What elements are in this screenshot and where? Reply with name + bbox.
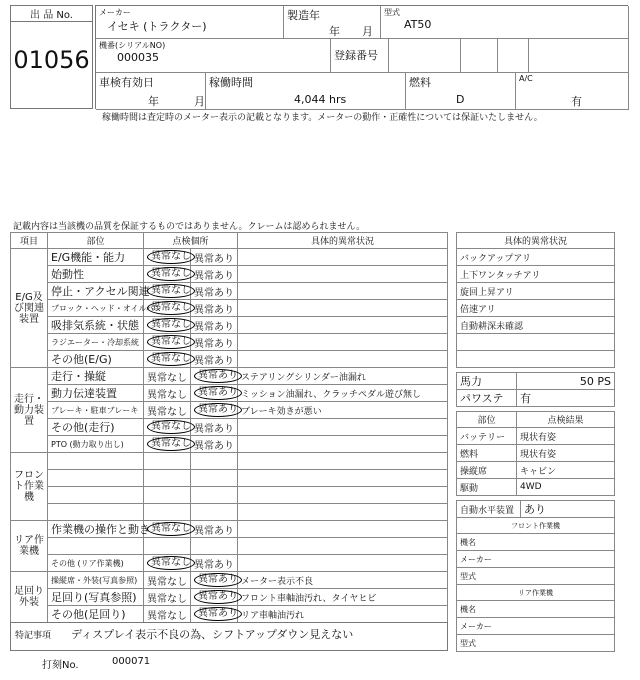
side-detail-row xyxy=(457,266,615,283)
table-row xyxy=(11,436,448,453)
detail-text: フロント車軸油汚れ、タイヤヒビ xyxy=(238,589,448,606)
table-row xyxy=(11,351,448,368)
inspection-cell xyxy=(96,73,206,110)
option-label: 異常なし xyxy=(147,301,195,315)
option-label: 異常なし xyxy=(147,576,187,588)
option-ng[interactable] xyxy=(191,351,238,368)
option-label: 異常なし xyxy=(147,318,195,332)
fuel-label: 燃料 xyxy=(409,76,431,89)
hours-note: 稼働時間は査定時のメーター表示の記載となります。メーターの動作・正確性については保証いたしません。 xyxy=(102,113,543,123)
side-detail-row xyxy=(457,317,615,334)
rear-implement-title-row xyxy=(457,585,615,601)
detail-text xyxy=(238,283,448,300)
option-ng[interactable] xyxy=(191,453,238,470)
option-ok[interactable] xyxy=(144,555,191,572)
group-label: E/G及び関連装置 xyxy=(11,249,48,368)
option-ng[interactable] xyxy=(191,487,238,504)
inspection-month: 月 xyxy=(194,95,205,108)
part-name: E/G機能・能力 xyxy=(48,249,144,266)
option-ok[interactable] xyxy=(144,419,191,436)
option-label: 異常なし xyxy=(147,250,195,264)
front-implement-title: フロント作業機 xyxy=(457,518,615,534)
option-ng[interactable] xyxy=(191,504,238,521)
year-unit: 年 xyxy=(329,25,340,38)
front-implement-field xyxy=(457,568,615,585)
option-ok[interactable] xyxy=(144,538,191,555)
option-ok[interactable] xyxy=(144,504,191,521)
option-ng[interactable] xyxy=(191,385,238,402)
table-row xyxy=(11,266,448,283)
option-ok[interactable] xyxy=(144,521,191,538)
spec-value: 50 PS xyxy=(517,373,615,390)
option-ng[interactable] xyxy=(191,249,238,266)
maker-cell xyxy=(96,6,284,39)
table-row xyxy=(11,555,448,572)
detail-text: ステアリングシリンダー油漏れ xyxy=(238,368,448,385)
option-ok[interactable] xyxy=(144,351,191,368)
vehicle-info xyxy=(95,5,628,109)
model-value: AT50 xyxy=(404,18,432,31)
hours-label: 稼働時間 xyxy=(209,76,253,89)
option-label: 異常なし xyxy=(147,406,187,418)
detail-text xyxy=(238,521,448,538)
front-implement-field xyxy=(457,534,615,551)
option-label: 異常あり xyxy=(194,403,242,417)
option-ok[interactable] xyxy=(144,368,191,385)
option-label: 異常なし xyxy=(147,420,195,434)
detail-text: メーター表示不良 xyxy=(238,572,448,589)
option-ok[interactable] xyxy=(144,385,191,402)
detail-text xyxy=(238,266,448,283)
spec-value: 有 xyxy=(517,390,615,407)
detail-text xyxy=(238,555,448,572)
listing-no: 01056 xyxy=(13,46,90,74)
option-ok[interactable] xyxy=(144,436,191,453)
check-result: 現状有姿 xyxy=(517,445,615,462)
detail-text xyxy=(238,351,448,368)
registration-box-2 xyxy=(461,39,498,73)
option-label: 異常あり xyxy=(194,440,234,452)
option-label: 異常あり xyxy=(194,559,234,571)
option-ok[interactable] xyxy=(144,300,191,317)
ac-label: A/C xyxy=(519,74,533,83)
rear-implement-title: リア作業機 xyxy=(457,585,615,601)
check-header-result: 点検結果 xyxy=(517,412,615,428)
header-part: 部位 xyxy=(48,233,144,249)
table-row xyxy=(11,300,448,317)
option-ok[interactable] xyxy=(144,249,191,266)
part-name: その他(E/G) xyxy=(48,351,144,368)
check-part: 燃料 xyxy=(457,445,517,462)
check-result: 4WD xyxy=(517,479,615,496)
detail-text: リア車軸油汚れ xyxy=(238,606,448,623)
part-name xyxy=(48,453,144,470)
serial-value: 000035 xyxy=(117,51,159,64)
option-label: 異常なし xyxy=(147,267,195,281)
check-header-part: 部位 xyxy=(457,412,517,428)
option-ng[interactable] xyxy=(191,521,238,538)
option-ng[interactable] xyxy=(191,368,238,385)
detail-text xyxy=(238,317,448,334)
part-name: 足回り(写真参照) xyxy=(48,589,144,606)
auto-level-label: 自動水平装置 xyxy=(457,501,521,518)
table-header xyxy=(11,233,448,249)
spec-key: 馬力 xyxy=(457,373,517,390)
table-row xyxy=(11,334,448,351)
detail-text xyxy=(238,419,448,436)
table-row xyxy=(11,589,448,606)
option-ok[interactable] xyxy=(144,334,191,351)
detail-text xyxy=(238,249,448,266)
part-name: 始動性 xyxy=(48,266,144,283)
option-ng[interactable] xyxy=(191,300,238,317)
option-ng[interactable] xyxy=(191,334,238,351)
part-name: その他 (リア作業機) xyxy=(48,555,144,572)
option-label: 異常なし xyxy=(147,335,195,349)
option-ok[interactable] xyxy=(144,453,191,470)
option-ok[interactable] xyxy=(144,266,191,283)
check-row xyxy=(457,462,615,479)
option-label: 異常なし xyxy=(147,284,195,298)
listing-number-box xyxy=(10,5,93,109)
auto-level-value: あり xyxy=(521,501,615,518)
stamp-no: 000071 xyxy=(112,656,151,667)
option-label: 異常なし xyxy=(147,352,195,366)
option-label: 異常あり xyxy=(194,573,242,587)
option-label: 異常あり xyxy=(194,590,242,604)
part-name: 作業機の操作と動き xyxy=(48,521,144,538)
detail-text xyxy=(238,504,448,521)
option-ok[interactable] xyxy=(144,283,191,300)
detail-text xyxy=(238,300,448,317)
option-ng[interactable] xyxy=(191,572,238,589)
remarks-text: ディスプレイ表示不良の為、シフトアップダウン見えない xyxy=(71,628,354,641)
part-name xyxy=(48,470,144,487)
remarks-label: 特記事項 xyxy=(15,631,52,641)
option-label: 異常なし xyxy=(147,556,195,570)
table-row xyxy=(11,470,448,487)
ac-cell xyxy=(516,73,629,110)
option-label: 異常あり xyxy=(194,253,234,265)
side-detail-header: 具体的異常状況 xyxy=(457,233,615,249)
group-label: リア作業機 xyxy=(11,521,48,572)
option-ng[interactable] xyxy=(191,436,238,453)
table-row xyxy=(11,572,448,589)
table-row xyxy=(11,402,448,419)
model-cell xyxy=(381,6,629,39)
rear-implement-field xyxy=(457,618,615,635)
part-name xyxy=(48,487,144,504)
stamp-label: 打刻No. xyxy=(42,660,79,671)
option-ok[interactable] xyxy=(144,572,191,589)
option-ng[interactable] xyxy=(191,419,238,436)
implement-field-label: メーカー xyxy=(457,618,615,635)
group-label: フロント作業機 xyxy=(11,453,48,521)
option-label: 異常あり xyxy=(194,287,234,299)
option-label: 異常なし xyxy=(147,389,187,401)
registration-box-3 xyxy=(498,39,529,73)
part-name xyxy=(48,538,144,555)
option-ok[interactable] xyxy=(144,470,191,487)
option-ok[interactable] xyxy=(144,402,191,419)
option-label: 異常あり xyxy=(194,304,234,316)
option-label: 異常あり xyxy=(194,270,234,282)
part-name: 操縦席・外装(写真参照) xyxy=(48,572,144,589)
side-header xyxy=(457,233,615,249)
detail-text xyxy=(238,453,448,470)
table-row xyxy=(11,453,448,470)
part-name: 動力伝達装置 xyxy=(48,385,144,402)
option-ng[interactable] xyxy=(191,538,238,555)
option-label: 異常なし xyxy=(147,372,187,384)
option-ng[interactable] xyxy=(191,283,238,300)
part-name: PTO (動力取り出し) xyxy=(48,436,144,453)
listing-no-label: 出 品 No. xyxy=(11,6,92,22)
spec-key: パワステ xyxy=(457,390,517,407)
detail-text: ミッション油漏れ、クラッチペダル遊び無し xyxy=(238,385,448,402)
check-part: 駆動 xyxy=(457,479,517,496)
option-ng[interactable] xyxy=(191,555,238,572)
ac-value: 有 xyxy=(571,95,582,108)
spec-table xyxy=(456,372,615,407)
part-name: ブロック・ヘッド・オイルパン xyxy=(48,300,144,317)
inspection-year: 年 xyxy=(148,95,159,108)
part-name xyxy=(48,504,144,521)
rear-implement-field xyxy=(457,635,615,652)
disclaimer: 記載内容は当該機の品質を保証するものではありません。クレームは認められません。 xyxy=(13,222,366,232)
group-label: 足回り外装 xyxy=(11,572,48,623)
option-label: 異常あり xyxy=(194,386,242,400)
check-part: バッテリー xyxy=(457,428,517,445)
part-name: その他(走行) xyxy=(48,419,144,436)
implement-field-label: メーカー xyxy=(457,551,615,568)
fuel-value: D xyxy=(456,93,465,106)
option-label: 異常あり xyxy=(194,423,234,435)
header-check: 点検個所 xyxy=(144,233,238,249)
part-name: ブレーキ・駐車ブレーキ xyxy=(48,402,144,419)
option-ng[interactable] xyxy=(191,317,238,334)
option-label: 異常あり xyxy=(194,525,234,537)
serial-cell xyxy=(96,39,331,73)
serial-label: 機番(シリアルNO) xyxy=(99,41,166,50)
auto-level-row xyxy=(457,501,615,518)
check-header xyxy=(457,412,615,428)
header-detail: 具体的異常状況 xyxy=(238,233,448,249)
part-name: ラジエーター・冷却系統 xyxy=(48,334,144,351)
front-implement-title-row xyxy=(457,518,615,534)
side-detail-row xyxy=(457,300,615,317)
table-row xyxy=(11,521,448,538)
option-ng[interactable] xyxy=(191,266,238,283)
table-row xyxy=(11,368,448,385)
option-label: 異常あり xyxy=(194,355,234,367)
check-result: 現状有姿 xyxy=(517,428,615,445)
hours-cell xyxy=(206,73,406,110)
spec-row xyxy=(457,390,615,407)
detail-text xyxy=(238,436,448,453)
spec-row xyxy=(457,373,615,390)
option-label: 異常なし xyxy=(147,593,187,605)
group-label: 走行・動力装置 xyxy=(11,368,48,453)
check-row xyxy=(457,445,615,462)
inspection-table xyxy=(10,232,448,623)
side-detail-text xyxy=(457,334,615,351)
option-label: 異常なし xyxy=(147,522,195,536)
option-ok[interactable] xyxy=(144,606,191,623)
header-item: 項目 xyxy=(11,233,48,249)
table-row xyxy=(11,504,448,521)
hours-value: 4,044 hrs xyxy=(294,93,347,106)
detail-text xyxy=(238,538,448,555)
implement-field-label: 型式 xyxy=(457,568,615,585)
table-row xyxy=(11,419,448,436)
part-name: 走行・操縦 xyxy=(48,368,144,385)
fuel-cell xyxy=(406,73,516,110)
table-row xyxy=(11,606,448,623)
table-row xyxy=(11,317,448,334)
side-detail-text: バックアップアリ xyxy=(457,249,615,266)
inspection-label: 車検有効日 xyxy=(99,76,154,89)
registration-box-4 xyxy=(529,39,629,73)
side-detail-table xyxy=(456,232,615,368)
side-detail-text xyxy=(457,351,615,368)
detail-text: ブレーキ効きが悪い xyxy=(238,402,448,419)
side-detail-text: 旋回上昇アリ xyxy=(457,283,615,300)
model-label: 型式 xyxy=(384,8,400,17)
option-ng[interactable] xyxy=(191,470,238,487)
option-ok[interactable] xyxy=(144,589,191,606)
option-ng[interactable] xyxy=(191,589,238,606)
month-unit: 月 xyxy=(362,25,373,38)
part-name: 停止・アクセル関連 xyxy=(48,283,144,300)
implement-field-label: 機名 xyxy=(457,601,615,618)
check-part: 操縦席 xyxy=(457,462,517,479)
option-ok[interactable] xyxy=(144,317,191,334)
registration-box-1 xyxy=(389,39,461,73)
part-name: その他(足回り) xyxy=(48,606,144,623)
implement-field-label: 機名 xyxy=(457,534,615,551)
registration-label: 登録番号 xyxy=(331,39,389,73)
table-row xyxy=(11,249,448,266)
front-implement-field xyxy=(457,551,615,568)
check-row xyxy=(457,479,615,496)
side-detail-text: 上下ワンタッチアリ xyxy=(457,266,615,283)
option-label: 異常あり xyxy=(194,607,242,621)
option-ng[interactable] xyxy=(191,606,238,623)
side-detail-row xyxy=(457,249,615,266)
remarks-box xyxy=(10,622,448,651)
option-label: 異常あり xyxy=(194,369,242,383)
part-name: 吸排気系統・状態 xyxy=(48,317,144,334)
option-label: 異常あり xyxy=(194,338,234,350)
check-row xyxy=(457,428,615,445)
year-label: 製造年 xyxy=(287,9,320,22)
detail-text xyxy=(238,470,448,487)
option-label: 異常あり xyxy=(194,321,234,333)
rear-implement-field xyxy=(457,601,615,618)
maker-label: メーカー xyxy=(99,8,131,17)
maker-value: イセキ (トラクター) xyxy=(107,20,207,33)
option-label: 異常なし xyxy=(147,437,195,451)
side-detail-text: 倍速アリ xyxy=(457,300,615,317)
implement-table xyxy=(456,500,615,652)
option-label: 異常なし xyxy=(147,610,187,622)
side-detail-text: 自動耕深未確認 xyxy=(457,317,615,334)
option-ok[interactable] xyxy=(144,487,191,504)
check-result: キャビン xyxy=(517,462,615,479)
detail-text xyxy=(238,334,448,351)
table-row xyxy=(11,385,448,402)
table-row xyxy=(11,487,448,504)
option-ng[interactable] xyxy=(191,402,238,419)
side-detail-row xyxy=(457,283,615,300)
check-table xyxy=(456,411,615,496)
year-cell xyxy=(284,6,381,39)
implement-field-label: 型式 xyxy=(457,635,615,652)
detail-text xyxy=(238,487,448,504)
side-detail-row xyxy=(457,334,615,351)
table-row xyxy=(11,538,448,555)
table-row xyxy=(11,283,448,300)
side-detail-row xyxy=(457,351,615,368)
